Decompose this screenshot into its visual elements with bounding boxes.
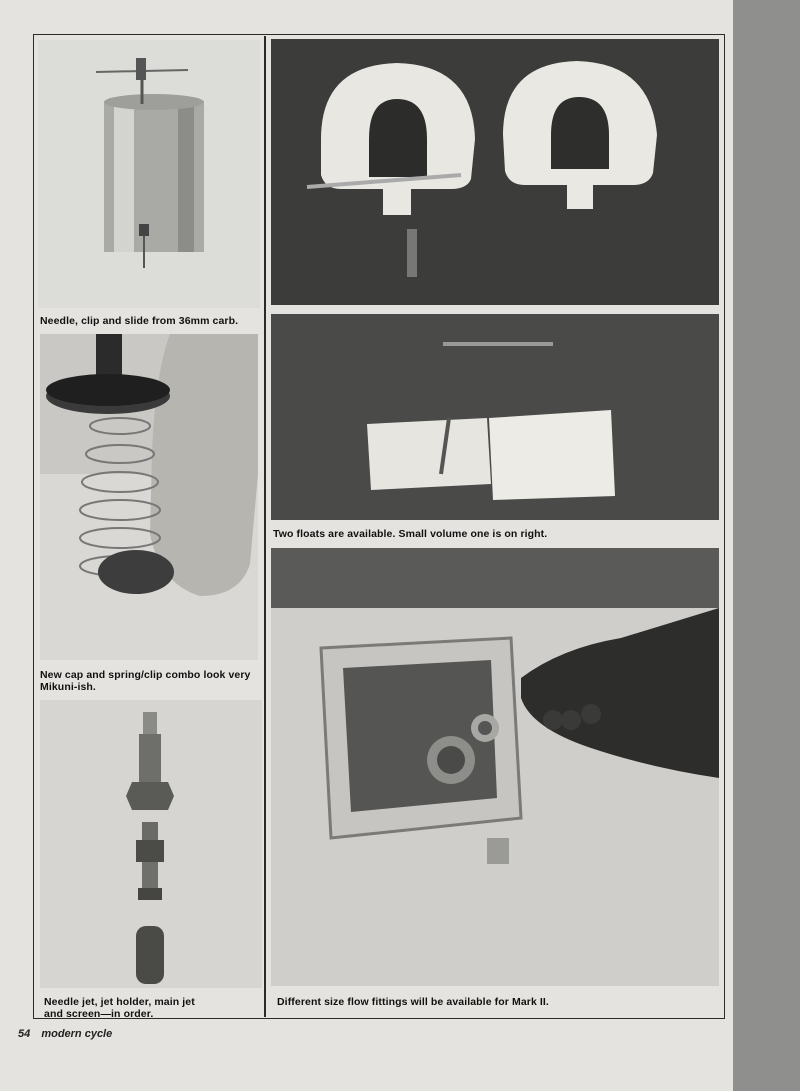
caption-slide: Needle, clip and slide from 36mm carb. xyxy=(40,315,239,327)
photo-cap-spring xyxy=(40,334,258,660)
magazine-name: modern cycle xyxy=(41,1028,113,1040)
photo-slide-needle xyxy=(38,40,260,308)
page-footer xyxy=(18,1028,112,1040)
caption-cap-spring-line1: New cap and spring/clip combo look very xyxy=(40,669,251,681)
page-number: 54 xyxy=(18,1028,31,1040)
caption-floats: Two floats are available. Small volume one is on right. xyxy=(273,528,548,540)
column-divider xyxy=(264,36,266,1017)
caption-cap-spring-line2: Mikuni-ish. xyxy=(40,681,96,693)
photo-float-bowl xyxy=(271,548,719,986)
caption-jets-line2: and screen—in order. xyxy=(44,1008,154,1020)
photo-floats-pair xyxy=(271,39,719,305)
photo-floats-side xyxy=(271,314,719,520)
photo-jets xyxy=(40,700,262,988)
caption-jets-line1: Needle jet, jet holder, main jet xyxy=(44,996,195,1008)
caption-fittings: Different size flow fittings will be available for Mark II. xyxy=(277,996,549,1008)
